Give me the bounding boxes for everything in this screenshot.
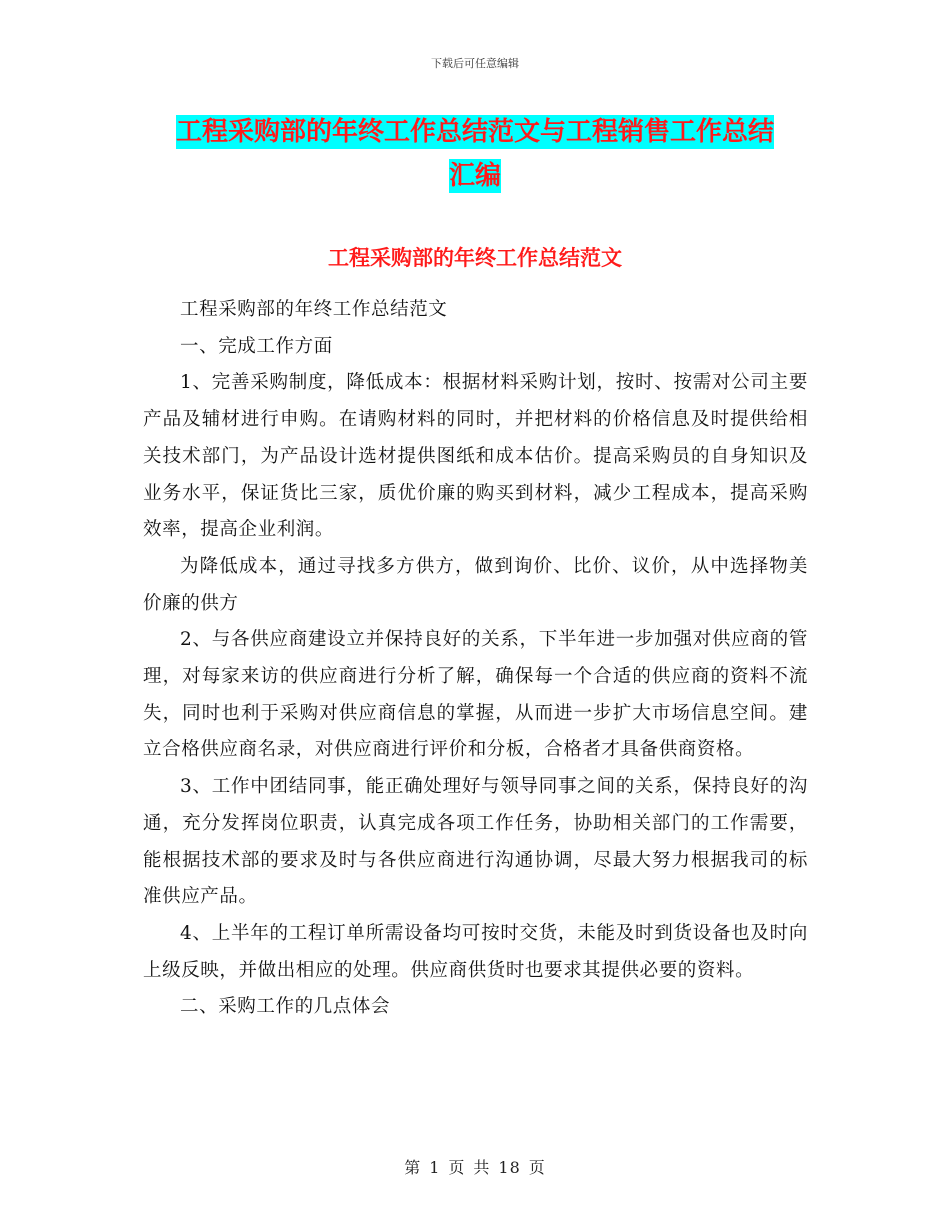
paragraph: 4、上半年的工程订单所需设备均可按时交货，未能及时到货设备也及时向上级反映，并做出相应的处理。供应商供货时也要求其提供必要的资料。 xyxy=(143,922,808,981)
paragraph: 3、工作中团结同事，能正确处理好与领导同事之间的关系，保持良好的沟通，充分发挥岗位职责，认真完成各项工作任务，协助相关部门的工作需要，能根据技术部的要求及时与各供应商进行沟通协调，尽最大努力根据我司的标准供应产品。 xyxy=(143,776,808,908)
title-line-2: 汇编 xyxy=(448,161,501,191)
title-line-1: 工程采购部的年终工作总结范文与工程销售工作总结 xyxy=(175,117,774,147)
footer-page-word: 页 xyxy=(448,1158,466,1177)
header-note: 下载后可任意编辑 xyxy=(431,57,519,70)
footer-total-word: 共 xyxy=(473,1158,491,1177)
paragraph: 为降低成本，通过寻找多方供方，做到询价、比价、议价，从中选择物美价廉的供方 xyxy=(143,555,808,614)
current-page-number: 1 xyxy=(429,1158,441,1177)
document-title xyxy=(140,110,810,198)
paragraph: 一、完成工作方面 xyxy=(180,335,333,357)
footer-prefix: 第 xyxy=(404,1158,422,1177)
paragraph: 工程采购部的年终工作总结范文 xyxy=(180,299,448,320)
document-body xyxy=(143,292,808,1026)
paragraph: 2、与各供应商建设立并保持良好的关系，下半年进一步加强对供应商的管理，对每家来访的供应商进行分析了解，确保每一个合适的供应商的资料不流失，同时也利于采购对供应商信息的掌握，从而进一步扩大市场信息空间。建立合格供应商名录，对供应商进行评价和分板，合格者才具备供商资格。 xyxy=(143,629,808,761)
footer-suffix: 页 xyxy=(528,1158,546,1177)
section-title: 工程采购部的年终工作总结范文 xyxy=(328,246,622,270)
total-page-count: 18 xyxy=(498,1158,521,1177)
paragraph: 二、采购工作的几点体会 xyxy=(180,996,391,1018)
paragraph: 1、完善采购制度，降低成本：根据材料采购计划，按时、按需对公司主要产品及辅材进行申购。在请购材料的同时，并把材料的价格信息及时提供给相关技术部门，为产品设计选材提供图纸和成本估价。提高采购员的自身知识及业务水平，保证货比三家，质优价廉的购买到材料，减少工程成本，提高采购效率，提高企业利润。 xyxy=(143,372,808,541)
page-footer xyxy=(0,1155,950,1178)
